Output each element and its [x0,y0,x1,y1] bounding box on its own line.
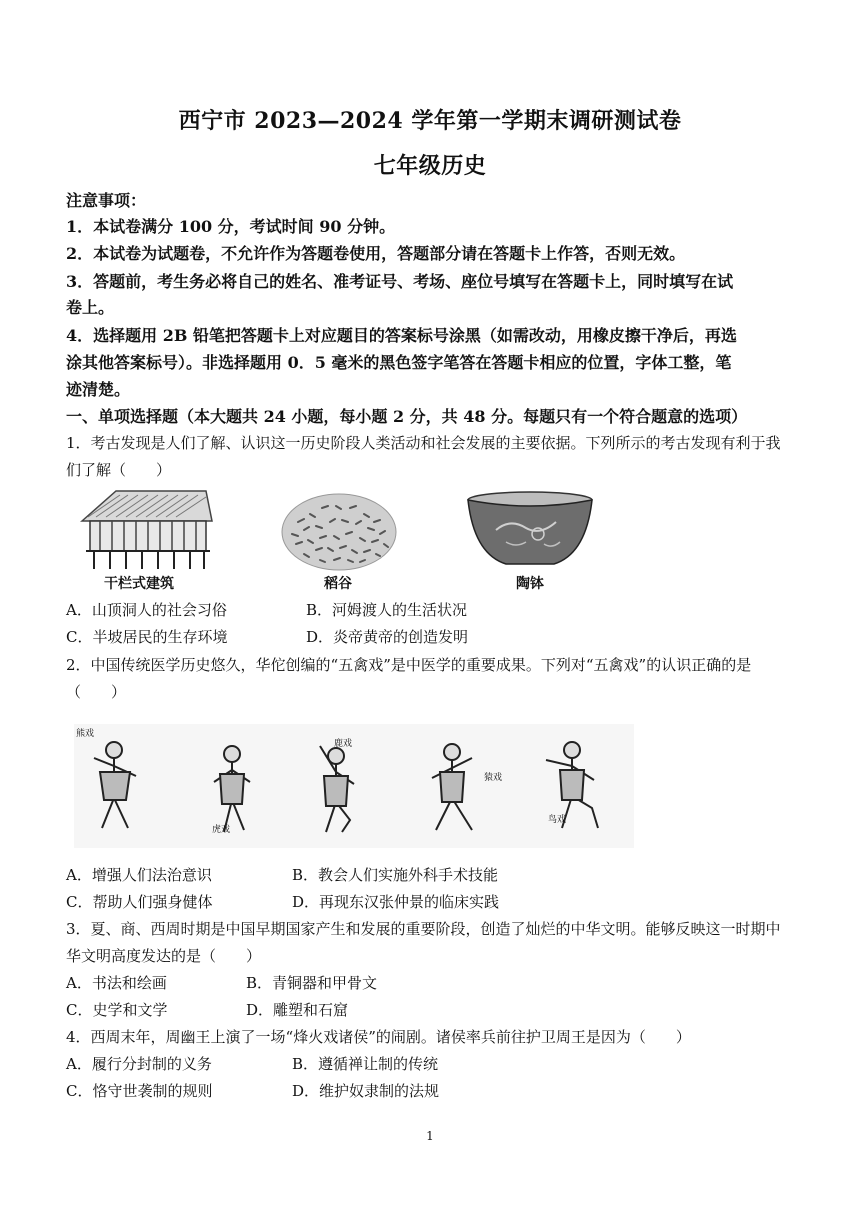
option-3d[interactable]: D．雕塑和石窟 [246,1001,349,1019]
exam-subtitle: 七年级历史 [373,153,487,179]
option-1b[interactable]: B．河姆渡人的生活状况 [306,601,468,619]
option-3c[interactable]: C．史学和文学 [66,1001,168,1019]
notice-item: 1．本试卷满分 100 分，考试时间 90 分钟。 [66,217,396,236]
option-4a[interactable]: A．履行分封制的义务 [66,1055,212,1073]
pottery-bowl-image [466,490,594,568]
option-2a[interactable]: A．增强人们法治意识 [66,866,212,884]
notice-item: 2．本试卷为试题卷，不允许作为答题卷使用，答题部分请在答题卡上作答，否则无效。 [66,244,686,263]
page-number: 1 [426,1129,434,1143]
option-4d[interactable]: D．维护奴隶制的法规 [292,1082,440,1100]
option-1d[interactable]: D．炎帝黄帝的创造发明 [306,628,469,646]
caption-pottery: 陶钵 [516,576,544,592]
option-2c[interactable]: C．帮助人们强身健体 [66,893,213,911]
notice-heading: 注意事项： [66,191,147,210]
option-3a[interactable]: A．书法和绘画 [66,974,167,992]
exam-title: 西宁市 2023—2024 学年第一学期末调研测试卷 [178,108,682,134]
exercise-label: 虎戏 [212,825,231,835]
notice-item: 4．选择题用 2B 铅笔把答题卡上对应题目的答案标号涂黑（如需改动，用橡皮擦干净后，再选 [66,326,737,345]
notice-item: 3．答题前，考生务必将自己的姓名、准考证号、考场、座位号填写在答题卡上，同时填写在试 [66,272,734,291]
notice-item: 迹清楚。 [66,380,131,399]
exercise-label: 鸟戏 [548,815,567,825]
question-2-stem-cont: （ ） [66,683,127,701]
option-3b[interactable]: B．青铜器和甲骨文 [246,974,378,992]
option-2d[interactable]: D．再现东汉张仲景的临床实践 [292,893,500,911]
five-animal-exercises-image [74,724,634,848]
notice-item: 卷上。 [66,298,115,317]
question-3-stem-cont: 华文明高度发达的是（ ） [66,947,262,965]
question-3-stem: 3．夏、商、西周时期是中国早期国家产生和发展的重要阶段，创造了灿烂的中华文明。能够反映这一时期中 [66,920,781,938]
question-1-stem: 1．考古发现是人们了解、认识这一历史阶段人类活动和社会发展的主要依据。下列所示的考古发现有利于我 [66,434,781,452]
option-4b[interactable]: B．遵循禅让制的传统 [292,1055,439,1073]
caption-stilt-house: 干栏式建筑 [104,576,174,592]
section-heading: 一、单项选择题（本大题共 24 小题，每小题 2 分，共 48 分。每题只有一个符合题意的选项） [66,407,748,426]
exercise-label: 熊戏 [76,729,95,739]
rice-grain-image [280,492,398,572]
option-4c[interactable]: C．恪守世袭制的规则 [66,1082,213,1100]
question-1-stem-cont: 们了解（ ） [66,461,172,479]
exercise-label: 猿戏 [484,773,503,783]
option-1a[interactable]: A．山顶洞人的社会习俗 [66,601,227,619]
question-2-stem: 2．中国传统医学历史悠久，华佗创编的“五禽戏”是中医学的重要成果。下列对“五禽戏”的认识正确的是 [66,656,752,674]
option-2b[interactable]: B．教会人们实施外科手术技能 [292,866,499,884]
option-1c[interactable]: C．半坡居民的生存环境 [66,628,228,646]
exercise-label: 鹿戏 [334,739,353,749]
notice-item: 涂其他答案标号）。非选择题用 0．5 毫米的黑色签字笔答在答题卡相应的位置，字体工整，笔 [66,353,732,372]
caption-rice: 稻谷 [324,576,352,592]
stilt-house-image [76,487,216,571]
question-4-stem: 4．西周末年，周幽王上演了一场“烽火戏诸侯”的闹剧。诸侯率兵前往护卫周王是因为（ ） [66,1028,691,1046]
